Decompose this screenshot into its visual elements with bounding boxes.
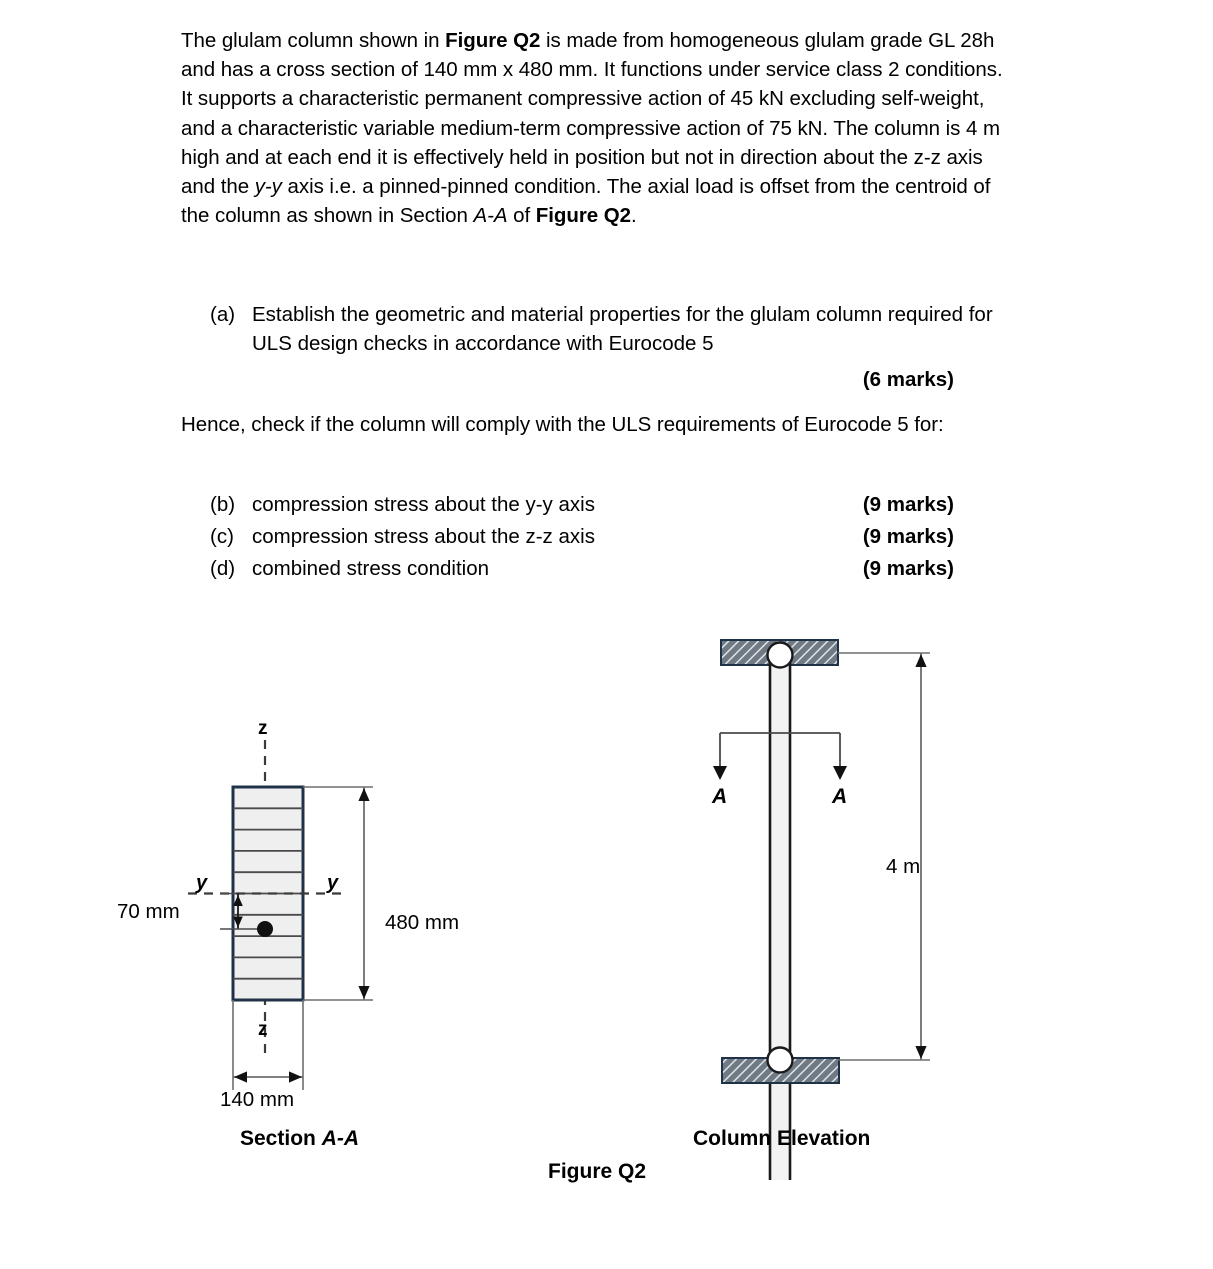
part-c-marks: (9 marks) xyxy=(862,525,954,549)
section-marker-right-label: A xyxy=(832,785,848,808)
section-arrow-left xyxy=(713,766,727,780)
section-aa-caption xyxy=(240,1127,359,1151)
axis-z-top-label: z xyxy=(258,718,268,739)
part-c-label: (c) xyxy=(210,525,234,549)
width-dimension-label: 140 mm xyxy=(220,1088,295,1111)
figure-q2 xyxy=(0,600,1213,1220)
section-arrow-right xyxy=(833,766,847,780)
intro-text xyxy=(181,26,1011,230)
part-a-label: (a) xyxy=(210,303,236,326)
part-a-text: Establish the geometric and material properties for the glulam column required for ULS design checks in accordance with Eurocode 5 xyxy=(252,303,993,356)
intro-run: axis i.e. a pinned-pinned condition. The axial load is offset from the centroid of the column as shown in Section xyxy=(181,175,991,228)
width-dimension-140mm xyxy=(233,1000,303,1090)
section-marker-left-label: A xyxy=(712,785,728,808)
part-a xyxy=(210,300,1020,358)
offset-dimension-label: 70 mm xyxy=(117,900,180,923)
list-item xyxy=(210,489,954,521)
column-shaft xyxy=(770,652,790,1180)
intro-run: is made from homogeneous glulam grade GL 28h and has a cross section of 140 mm x 480 mm. It functions under service class 2 conditions. It supports a characteristic permanent compressive action of 45 kN excluding self-weight, and a characteristic variable medium-term compressive action of 75 kN. The column is 4 m high and at each end it is effectively held in position but not in direction about the z-z axis and the xyxy=(181,29,1003,199)
figure-q2-caption: Figure Q2 xyxy=(548,1160,647,1183)
list-item xyxy=(210,521,954,553)
section-aa-caption-letters: A-A xyxy=(321,1127,360,1150)
question-intro-paragraph xyxy=(181,26,1011,230)
list-item xyxy=(210,553,954,585)
intro-run: y-y xyxy=(254,175,282,199)
intro-run: Figure Q2 xyxy=(535,204,632,228)
intro-run: A-A xyxy=(473,204,508,228)
part-b-text: compression stress about the y-y axis xyxy=(252,493,595,516)
axis-y-left-label: y xyxy=(196,872,208,894)
axis-y-right-label: y xyxy=(327,872,339,894)
hence-paragraph xyxy=(181,410,1011,439)
load-offset-point xyxy=(257,921,273,937)
bottom-pin-connection xyxy=(768,1048,793,1073)
intro-run: . xyxy=(631,204,637,228)
part-b-marks: (9 marks) xyxy=(862,493,954,516)
intro-run: of xyxy=(507,204,536,228)
column-elevation-diagram xyxy=(640,600,1060,1180)
intro-run: The glulam column shown in xyxy=(181,29,446,52)
part-c-text: compression stress about the z-z axis xyxy=(252,525,595,549)
part-d-marks: (9 marks) xyxy=(862,557,954,581)
part-d-text: combined stress condition xyxy=(252,557,490,581)
column-elevation-caption: Column Elevation xyxy=(693,1127,871,1150)
column-elevation-drawing xyxy=(640,600,1060,1180)
parts-list xyxy=(210,489,954,586)
part-b-label: (b) xyxy=(210,493,236,516)
section-aa-diagram xyxy=(117,600,540,1180)
depth-dimension-label: 480 mm xyxy=(385,911,460,934)
intro-run: Figure Q2 xyxy=(445,29,541,52)
part-d-label: (d) xyxy=(210,557,236,581)
axis-z-bottom-label: z xyxy=(258,1019,268,1040)
part-a-marks: (6 marks) xyxy=(862,368,954,391)
section-aa-caption-prefix: Section xyxy=(240,1127,322,1150)
height-dimension-label: 4 m xyxy=(886,855,921,878)
top-pin-connection xyxy=(768,643,793,668)
hence-text: Hence, check if the column will comply with the ULS requirements of Eurocode 5 for: xyxy=(181,413,944,436)
